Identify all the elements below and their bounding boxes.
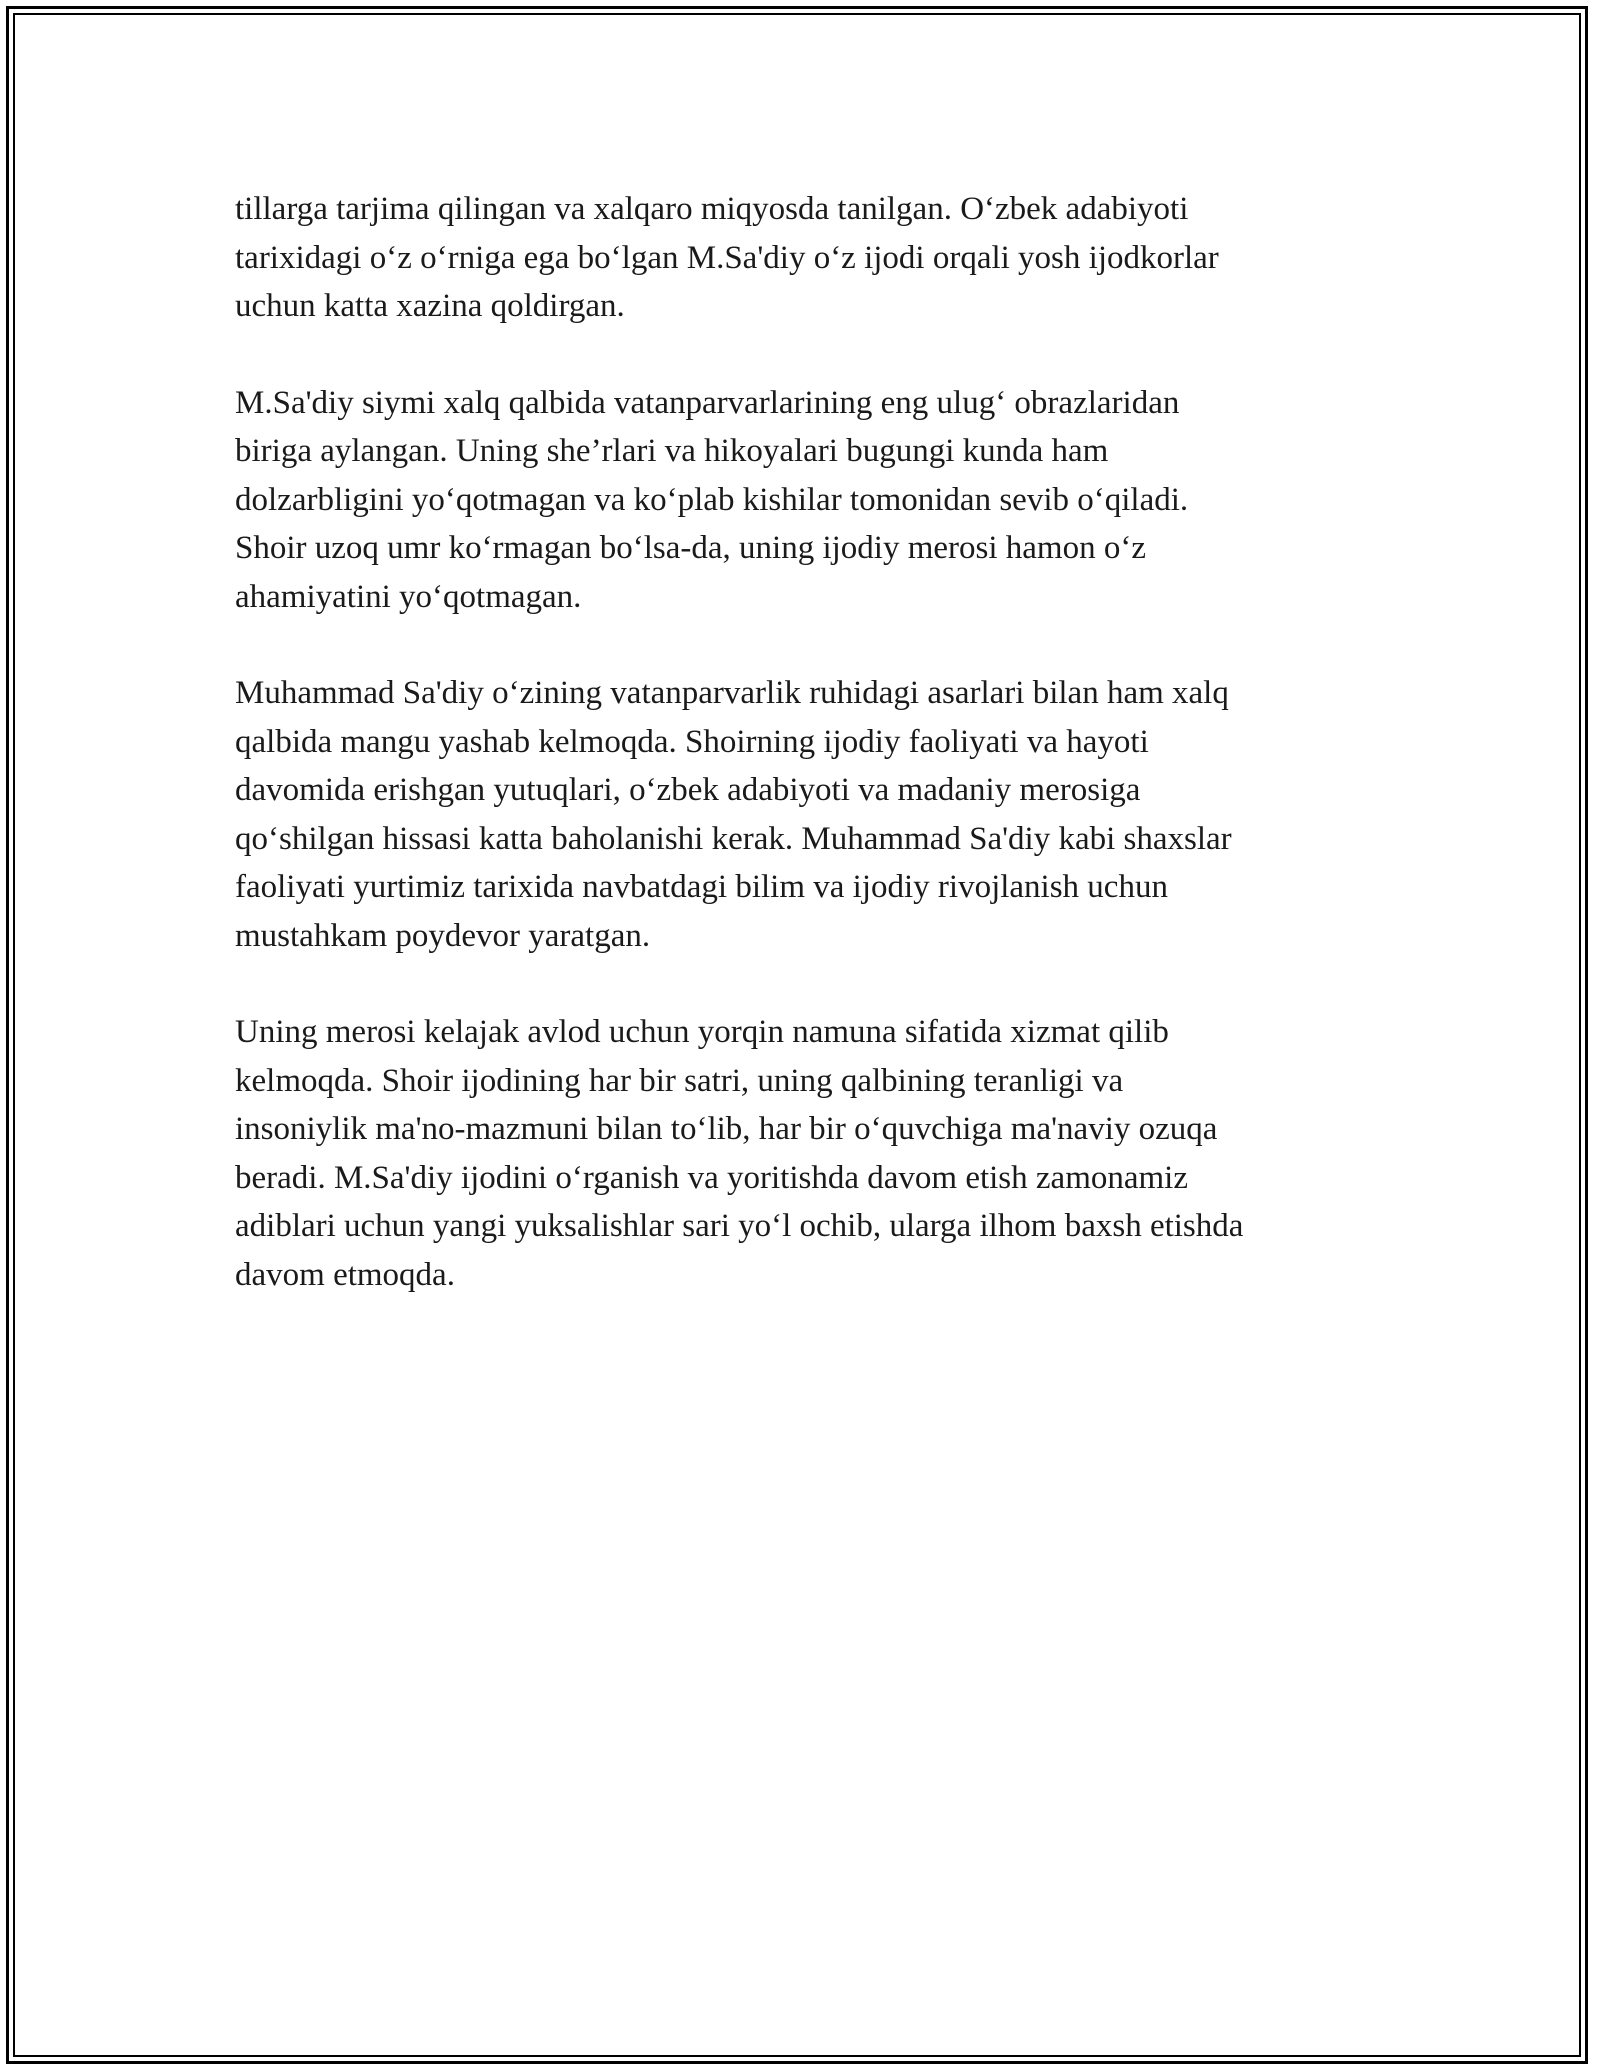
text-line: ahamiyatini yo‘qotmagan. <box>235 578 582 615</box>
text-line: mustahkam poydevor yaratgan. <box>235 917 651 954</box>
text-line: M.Sa'diy siymi xalq qalbida vatanparvarlarining eng ulug‘ obrazlaridan <box>235 384 1180 421</box>
text-line: davomida erishgan yutuqlari, o‘zbek adabiyoti va madaniy merosiga <box>235 772 1141 808</box>
paragraph-3 <box>235 669 1365 960</box>
paragraph-2 <box>235 379 1365 622</box>
text-line: tillarga tarjima qilingan va xalqaro miqyosda tanilgan. O‘zbek adabiyoti <box>235 191 1189 227</box>
text-line: qalbida mangu yashab kelmoqda. Shoirning ijodiy faoliyati va hayoti <box>235 723 1149 760</box>
text-line: tarixidagi o‘z o‘rniga ega bo‘lgan M.Sa'diy o‘z ijodi orqali yosh ijodkorlar <box>235 239 1219 276</box>
text-line: Muhammad Sa'diy o‘zining vatanparvarlik ruhidagi asarlari bilan ham xalq <box>235 675 1229 711</box>
text-line: uchun katta xazina qoldirgan. <box>235 288 625 324</box>
text-line: adiblari uchun yangi yuksalishlar sari yo‘l ochib, ularga ilhom baxsh etishda <box>235 1208 1244 1244</box>
paragraph-1 <box>235 185 1365 331</box>
text-line: qo‘shilgan hissasi katta baholanishi kerak. Muhammad Sa'diy kabi shaxslar <box>235 820 1232 857</box>
text-line: dolzarbligini yo‘qotmagan va ko‘plab kishilar tomonidan sevib o‘qiladi. <box>235 481 1189 518</box>
text-line: davom etmoqda. <box>235 1256 455 1293</box>
document-body <box>235 185 1365 1347</box>
text-line: faoliyati yurtimiz tarixida navbatdagi bilim va ijodiy rivojlanish uchun <box>235 869 1168 905</box>
text-line: beradi. M.Sa'diy ijodini o‘rganish va yoritishda davom etish zamonamiz <box>235 1159 1188 1196</box>
text-line: kelmoqda. Shoir ijodining har bir satri, uning qalbining teranligi va <box>235 1062 1124 1099</box>
text-line: Uning merosi kelajak avlod uchun yorqin namuna sifatida xizmat qilib <box>235 1014 1169 1050</box>
paragraph-4 <box>235 1008 1365 1299</box>
text-line: insoniylik ma'no-mazmuni bilan to‘lib, har bir o‘quvchiga ma'naviy ozuqa <box>235 1111 1218 1147</box>
text-line: biriga aylangan. Uning she’rlari va hikoyalari bugungi kunda ham <box>235 433 1109 469</box>
text-line: Shoir uzoq umr ko‘rmagan bo‘lsa-da, uning ijodiy merosi hamon o‘z <box>235 530 1146 566</box>
